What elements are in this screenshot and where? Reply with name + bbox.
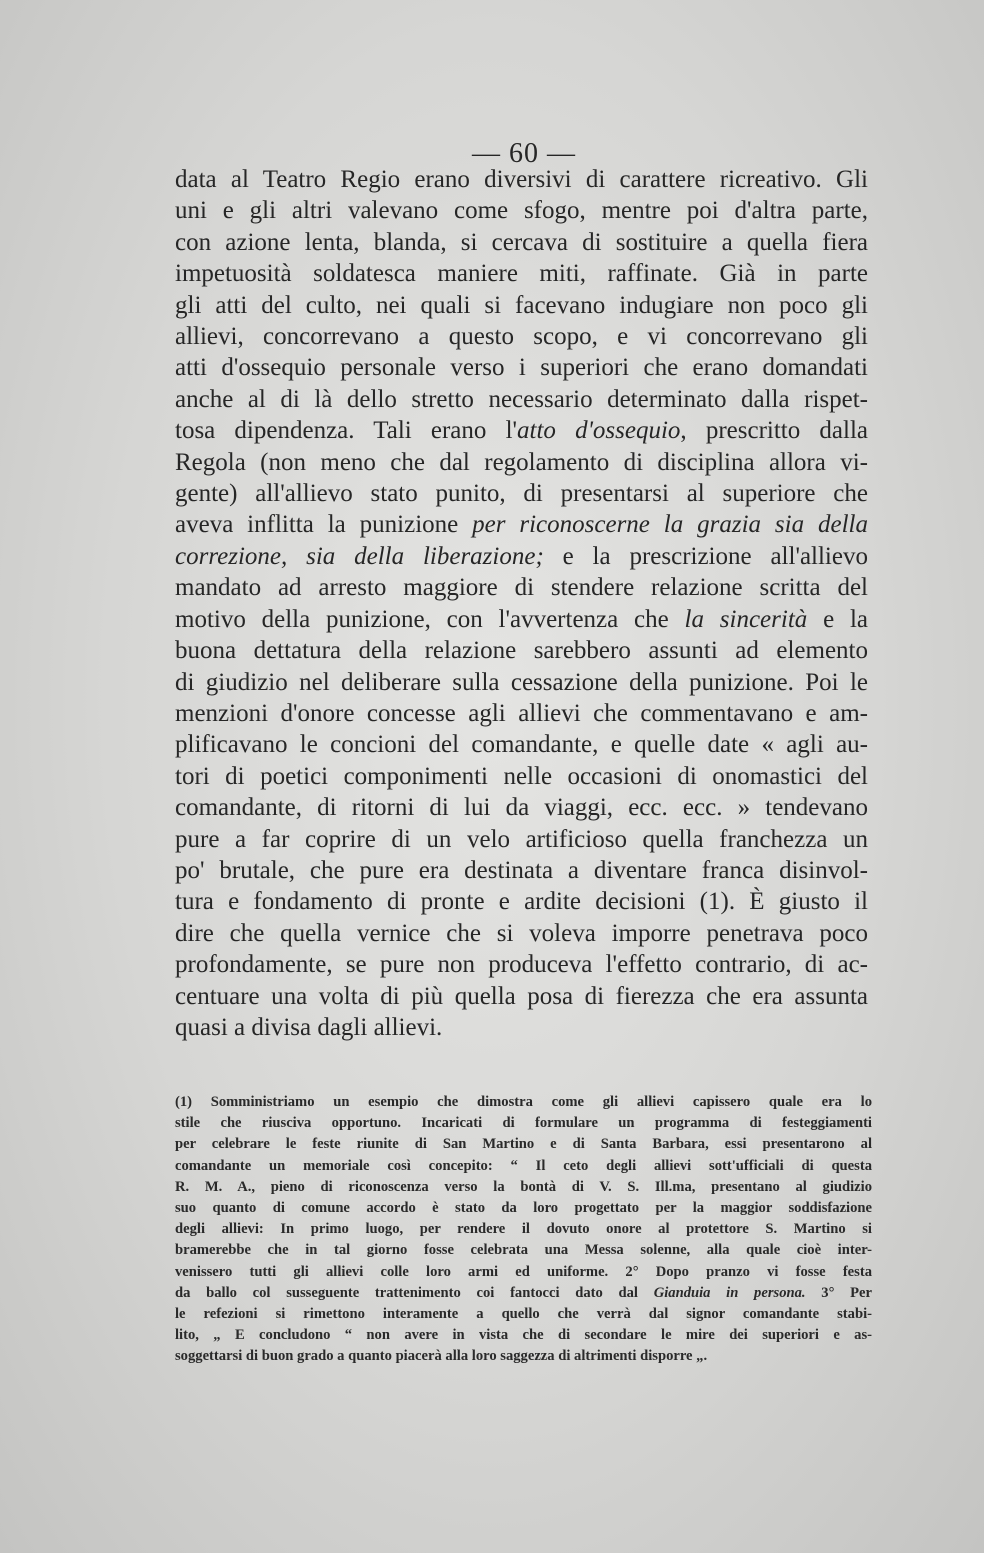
footnote-run: 3° Per [805,1284,872,1301]
footnote-line: le refezioni si rimettono interamente a quello che verrà dal signor comandante stabi- [175,1306,872,1323]
footnote-line: stile che riusciva opportuno. Incaricati di formulare un programma di festeggiamenti [175,1115,872,1132]
body-line [175,509,868,540]
body-italic-run: la sincerità [684,605,808,633]
body-line: mandato ad arresto maggiore di stendere relazione scritta del [175,574,868,602]
footnote-line: soggettarsi di buon grado a quanto piacerà alla loro saggezza di altrimenti disporre „. [175,1348,708,1365]
body-line: gli atti del culto, nei quali si facevano indugiare non poco gli [175,291,868,319]
body-run: tosa dipendenza. Tali erano l' [175,417,518,445]
body-line: data al Teatro Regio erano diversivi di carattere ricreativo. Gli [175,166,868,193]
body-run: aveva inflitta la punizione [175,511,473,539]
footnote-line: R. M. A., pieno di riconoscenza verso la bontà di V. S. Ill.ma, presentano al giudizio [175,1178,872,1195]
body-line: di giudizio nel deliberare sulla cessazione della punizione. Poi le [175,668,868,696]
body-line: plificavano le concioni del comandante, e quelle date « agli au- [175,731,868,759]
body-line: gente) all'allievo stato punito, di presentarsi al superiore che [175,480,868,508]
body-line: anche al di là dello stretto necessario determinato dalla rispet- [175,385,868,413]
body-line [175,415,868,446]
body-run: , prescritto dalla [680,417,868,445]
body-line: impetuosità soldatesca maniere miti, raffinate. Già in parte [175,260,868,288]
body-line: menzioni d'onore concesse agli allievi che commentavano e am- [175,699,868,727]
body-line [175,541,868,572]
body-line: buona dettatura della relazione sarebbero assunti ad elemento [175,637,868,665]
body-italic-run: per riconoscerne la grazia sia della [472,511,868,539]
body-line: centuare una volta di più quella posa di fierezza che era assunta [175,982,868,1010]
body-line: profondamente, se pure non produceva l'effetto contrario, di ac- [175,951,868,979]
body-line: tura e fondamento di pronte e ardite decisioni (1). È giusto il [175,888,868,916]
footnote-line: lito, „ E concludono “ non avere in vista che di secondare le mire dei superiori e as- [175,1327,872,1344]
body-italic-run: atto d'ossequio [517,417,681,445]
body-line [175,604,868,635]
body-line: Regola (non meno che dal regolamento di disciplina allora vi- [175,448,868,476]
footnote-line: suo quanto di comune accordo è stato da loro progettato per la maggior soddisfazione [175,1200,872,1217]
body-line: dire che quella vernice che si voleva imporre penetrava poco [175,919,868,947]
footnote-line: comandante un memoriale così concepito: “ Il ceto degli allievi sott'ufficiali di questa [175,1157,872,1174]
body-run: e la prescrizione all'allievo [543,542,868,570]
footnote-line: bramerebbe che in tal giorno fosse celebrata una Messa solenne, alla quale cioè inter- [175,1242,872,1259]
footnote-line: (1) Somministriamo un esempio che dimostra come gli allievi capissero quale era lo [175,1094,872,1110]
footnote-line: venissero tutti gli allievi colle loro armi ed uniforme. 2° Dopo pranzo vi fosse festa [175,1263,872,1280]
footnote-line: degli allievi: In primo luogo, per rendere il dovuto onore al protettore S. Martino si [175,1221,872,1238]
body-line: atti d'ossequio personale verso i superiori che erano domandati [175,354,868,382]
body-run: motivo della punizione, con l'avvertenza che [175,605,685,633]
footnote-italic-run: Gianduia in persona. [653,1284,806,1301]
page-number: — 60 — [472,138,576,169]
body-italic-run: correzione, sia della liberazione; [175,542,544,570]
body-line: allievi, concorrevano a questo scopo, e vi concorrevano gli [175,323,868,351]
body-line: uni e gli altri valevano come sfogo, mentre poi d'altra parte, [175,197,868,225]
body-line: tori di poetici componimenti nelle occasioni di onomastici del [175,762,868,790]
body-line: con azione lenta, blanda, si cercava di sostituire a quella fiera [175,228,868,256]
footnote [175,1092,872,1368]
footnote-run: da ballo col susseguente trattenimento coi fantocci dato dal [175,1284,654,1301]
body-text [175,164,868,1043]
footnote-line: per celebrare le feste riunite di San Martino e di Santa Barbara, essi presentarono al [175,1136,872,1153]
body-line: po' brutale, che pure era destinata a diventare franca disinvol- [175,856,868,884]
footnote-line [175,1283,872,1304]
body-run: e la [807,605,868,633]
body-line: pure a far coprire di un velo artificioso quella franchezza un [175,825,868,853]
body-line: comandante, di ritorni di lui da viaggi, ecc. ecc. » tendevano [175,794,868,822]
body-line: quasi a divisa dagli allievi. [175,1013,443,1041]
